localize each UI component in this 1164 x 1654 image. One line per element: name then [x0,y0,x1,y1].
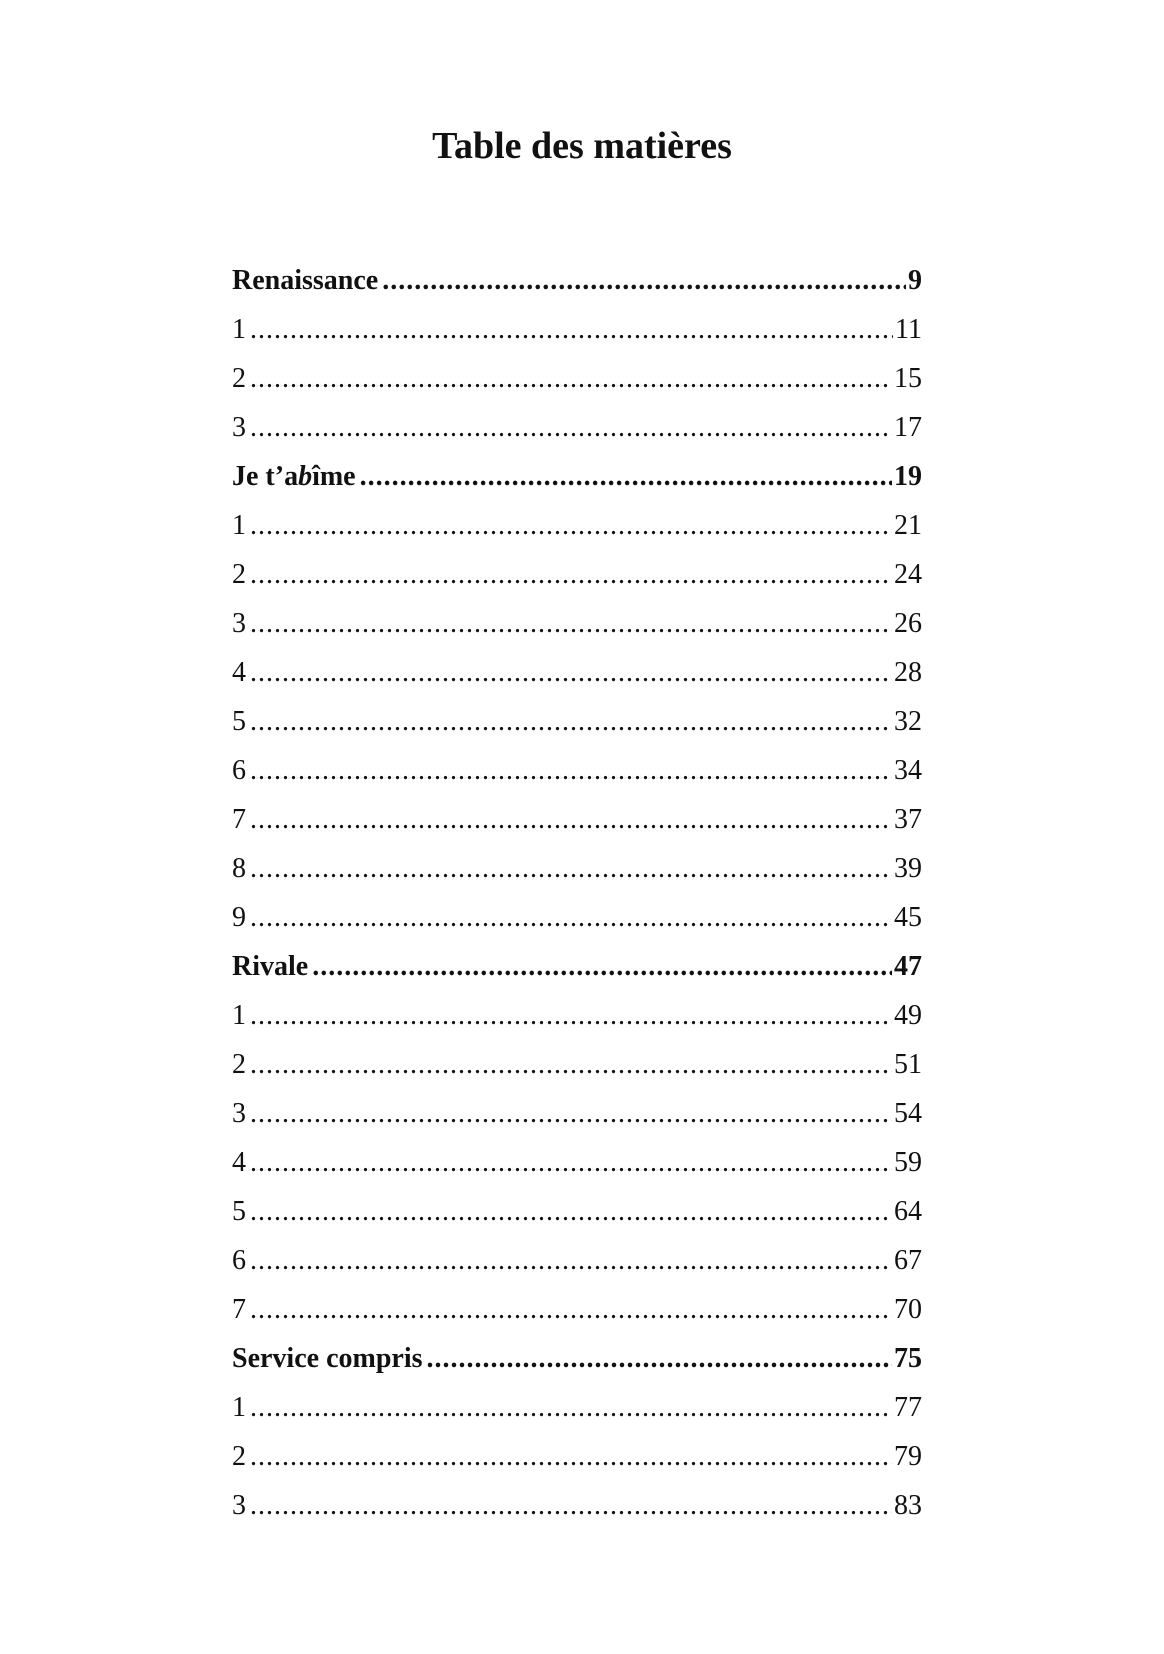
toc-section-entry[interactable] [232,256,922,305]
toc-section-entry[interactable] [232,452,922,501]
toc-entry-label: Renaissance [232,265,379,296]
toc-chapter-entry[interactable] [232,1481,922,1530]
toc-entry-label: 2 [232,363,246,394]
toc-entry-label: 2 [232,1441,246,1472]
table-of-contents [232,256,922,1530]
toc-entry-label: Je t’abîme [232,461,356,492]
toc-entry-label: 7 [232,1294,246,1325]
toc-entry-label: 5 [232,706,246,737]
toc-chapter-entry[interactable] [232,1138,922,1187]
toc-page-number: 64 [894,1196,922,1227]
toc-entry-label: 3 [232,412,246,443]
toc-entry-label: Service compris [232,1343,423,1374]
toc-page-number: 70 [894,1294,922,1325]
toc-entry-label: 6 [232,1245,246,1276]
toc-page-number: 39 [894,853,922,884]
toc-entry-label: 1 [232,510,246,541]
dot-leader [250,501,892,550]
toc-entry-label: 3 [232,1098,246,1129]
toc-chapter-entry[interactable] [232,1285,922,1334]
toc-entry-label: 1 [232,1000,246,1031]
toc-entry-label: 2 [232,1049,246,1080]
dot-leader [250,1138,892,1187]
toc-page-number: 75 [894,1343,922,1374]
toc-page-number: 32 [894,706,922,737]
toc-chapter-entry[interactable] [232,599,922,648]
toc-entry-label: 4 [232,657,246,688]
toc-entry-label: 1 [232,1392,246,1423]
toc-entry-label: 7 [232,804,246,835]
toc-section-entry[interactable] [232,942,922,991]
toc-chapter-entry[interactable] [232,305,922,354]
dot-leader [250,403,892,452]
dot-leader [250,550,892,599]
dot-leader [250,844,892,893]
toc-chapter-entry[interactable] [232,1187,922,1236]
toc-entry-label: 6 [232,755,246,786]
toc-chapter-entry[interactable] [232,1432,922,1481]
toc-page-number: 67 [894,1245,922,1276]
toc-section-entry[interactable] [232,1334,922,1383]
dot-leader [250,1383,892,1432]
toc-page-number: 47 [894,951,922,982]
toc-chapter-entry[interactable] [232,1089,922,1138]
toc-entry-label: 5 [232,1196,246,1227]
toc-chapter-entry[interactable] [232,893,922,942]
toc-page-number: 15 [894,363,922,394]
toc-chapter-entry[interactable] [232,1236,922,1285]
toc-chapter-entry[interactable] [232,501,922,550]
toc-entry-label: 4 [232,1147,246,1178]
dot-leader [250,599,892,648]
toc-chapter-entry[interactable] [232,550,922,599]
dot-leader [427,1334,893,1383]
dot-leader [250,697,892,746]
toc-page-number: 83 [894,1490,922,1521]
toc-entry-label: 3 [232,608,246,639]
toc-page-number: 77 [894,1392,922,1423]
toc-entry-label: 2 [232,559,246,590]
toc-entry-label: 3 [232,1490,246,1521]
toc-entry-label: Rivale [232,951,309,982]
dot-leader [250,795,892,844]
toc-page-number: 54 [894,1098,922,1129]
dot-leader [360,452,892,501]
toc-chapter-entry[interactable] [232,354,922,403]
toc-page-number: 28 [894,657,922,688]
toc-chapter-entry[interactable] [232,1383,922,1432]
dot-leader [250,893,892,942]
toc-chapter-entry[interactable] [232,697,922,746]
toc-page-number: 21 [894,510,922,541]
toc-chapter-entry[interactable] [232,1040,922,1089]
dot-leader [382,256,906,305]
toc-page-number: 11 [895,314,922,345]
toc-page-number: 26 [894,608,922,639]
toc-page-number: 17 [894,412,922,443]
toc-page-number: 49 [894,1000,922,1031]
dot-leader [250,991,892,1040]
toc-chapter-entry[interactable] [232,844,922,893]
toc-page-number: 34 [894,755,922,786]
toc-chapter-entry[interactable] [232,795,922,844]
dot-leader [250,1432,892,1481]
toc-page-number: 9 [908,265,922,296]
toc-entry-label: 8 [232,853,246,884]
toc-chapter-entry[interactable] [232,648,922,697]
dot-leader [250,305,893,354]
dot-leader [250,1285,892,1334]
dot-leader [250,1089,892,1138]
toc-page-number: 24 [894,559,922,590]
toc-chapter-entry[interactable] [232,746,922,795]
toc-page-number: 79 [894,1441,922,1472]
toc-entry-label: 1 [232,314,246,345]
toc-page-number: 59 [894,1147,922,1178]
page-title: Table des matières [432,125,732,167]
dot-leader [250,1040,892,1089]
toc-page-number: 45 [894,902,922,933]
toc-chapter-entry[interactable] [232,991,922,1040]
toc-chapter-entry[interactable] [232,403,922,452]
toc-page-number: 37 [894,804,922,835]
dot-leader [250,1481,892,1530]
dot-leader [250,1187,892,1236]
dot-leader [250,354,892,403]
toc-page-number: 19 [894,461,922,492]
dot-leader [250,746,892,795]
dot-leader [250,1236,892,1285]
toc-page-number: 51 [894,1049,922,1080]
dot-leader [250,648,892,697]
dot-leader [312,942,892,991]
toc-entry-label: 9 [232,902,246,933]
